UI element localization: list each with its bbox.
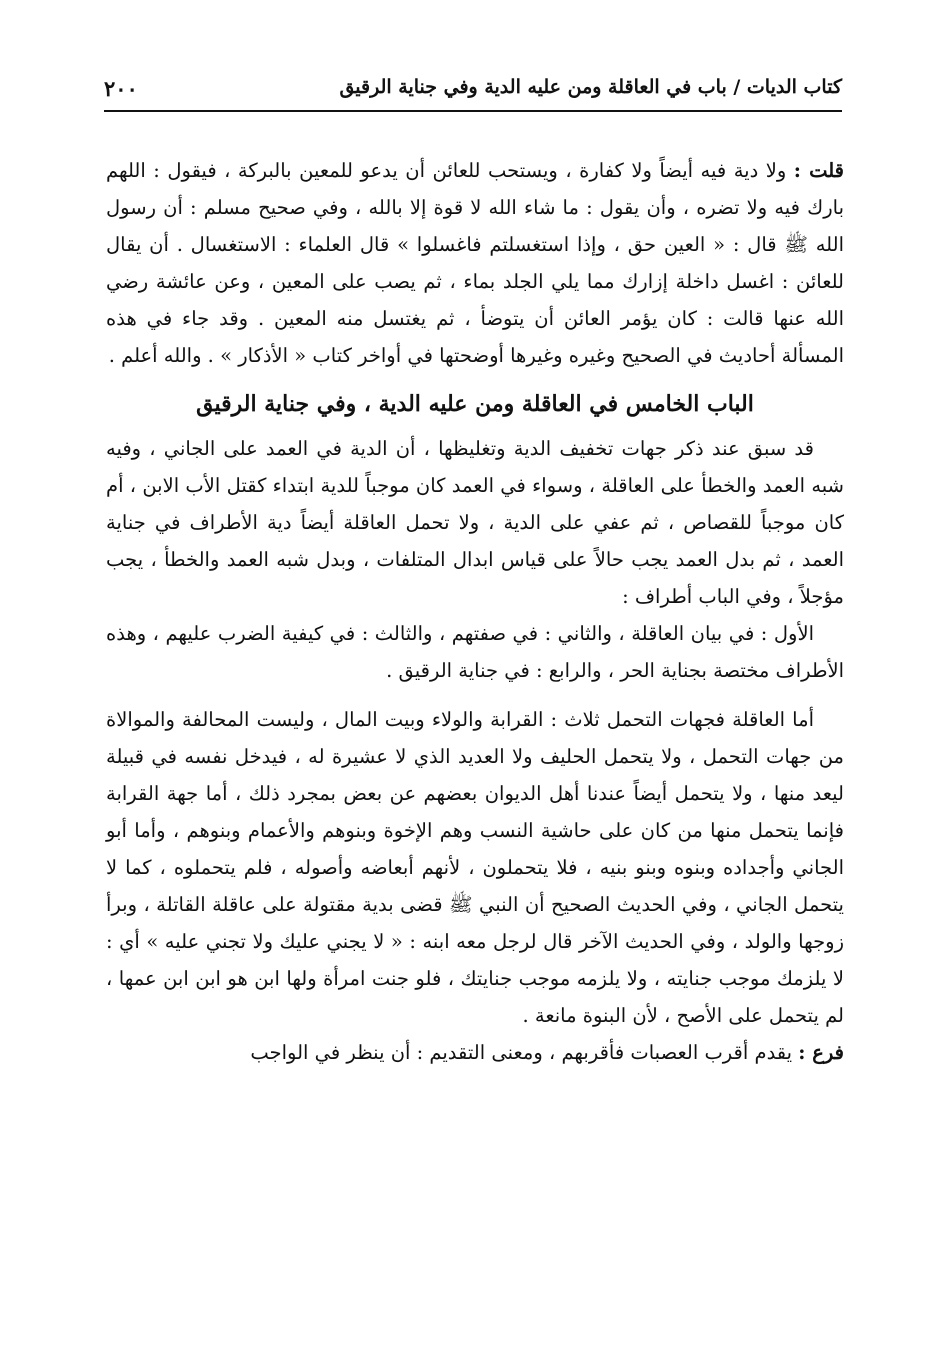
page-header bbox=[104, 70, 842, 112]
chapter-heading: الباب الخامس في العاقلة ومن عليه الدية ، وفي جناية الرقيق bbox=[196, 391, 754, 417]
page-number: ٢٠٠ bbox=[104, 76, 138, 101]
running-title: كتاب الديات / باب في العاقلة ومن عليه الدية وفي جناية الرقيق bbox=[339, 76, 842, 98]
paragraph-2: قد سبق عند ذكر جهات تخفيف الدية وتغليظها ، أن الدية في العمد على الجاني ، وفيه شبه العمد والخطأ على العاقلة ، وسواء في العمد كان موجباً للدية ابتداء كقتل الأب الابن ، أم كان موجباً للقصاص ، ثم عفي على الدية ، ولا تحمل العاقلة أيضاً دية الأطراف في جناية العمد ، ثم بدل العمد يجب حالاً على قياس ابدال المتلفات ، وبدل شبه العمد والخطأ ، يجب مؤجلاً ، وفي الباب أطراف : bbox=[106, 437, 844, 608]
paragraph-text: ولا دية فيه أيضاً ولا كفارة ، ويستحب للعائن أن يدعو للمعين بالبركة ، فيقول : اللهم بارك فيه ولا تضره ، وأن يقول : ما شاء الله لا قوة إلا بالله ، وفي صحيح مسلم : أن رسول الله ﷺ قال : « العين حق ، وإذا استغسلتم فاغسلوا » قال العلماء : الاستغسال . أن يقال للعائن : اغسل داخلة إزارك مما يلي الجلد بماء ، ثم يصب على المعين ، وعن عائشة رضي الله عنها قالت : كان يؤمر العائن أن يتوضأ ، ثم يغتسل منه المعين . وقد جاء في هذه المسألة أحاديث في الصحيح وغيره وغيرها أوضحتها في أواخر كتاب « الأذكار » . والله أعلم . bbox=[106, 159, 844, 367]
paragraph-lead: فرع : bbox=[798, 1041, 844, 1064]
paragraph-lead: قلت : bbox=[793, 159, 844, 182]
paragraph-1 bbox=[106, 152, 844, 374]
page-body bbox=[106, 152, 844, 1071]
paragraph-3: الأول : في بيان العاقلة ، والثاني : في صفتهم ، والثالث : في كيفية الضرب عليهم ، وهذه الأطراف مختصة بجناية الحر ، والرابع : في جناية الرقيق . bbox=[106, 622, 844, 682]
paragraph-5 bbox=[106, 1034, 844, 1071]
paragraph-4: أما العاقلة فجهات التحمل ثلاث : القرابة والولاء وبيت المال ، وليست المحالفة والموالاة من جهات التحمل ، ولا يتحمل الحليف ولا العديد الذي لا عشيرة له ، فيدخل نفسه في قبيلة ليعد منها ، ولا يتحمل أيضاً عندنا أهل الديوان بعضهم عن بعض بمجرد ذلك ، أما جهة القرابة فإنما يتحمل منها من كان على حاشية النسب وهم الإخوة وبنوهم والأعمام وبنوهم ، وأما أبو الجاني وأجداده وبنوه وبنو بنيه ، فلا يتحملون ، لأنهم أبعاضه وأصوله ، فلم يتحملوه ، كما لا يتحمل الجاني ، وفي الحديث الصحيح أن النبي ﷺ قضى بدية مقتولة على عاقلة القاتلة ، وبرأ زوجها والولد ، وفي الحديث الآخر قال لرجل معه ابنه : « لا يجني عليك ولا تجني عليه » أي : لا يلزمك موجب جنايته ، ولا يلزمه موجب جنايتك ، فلو جنت امرأة ولها ابن هو ابن ابن عمها ، لم يتحمل على الأصح ، لأن البنوة مانعة . bbox=[106, 708, 844, 1027]
paragraph-text: يقدم أقرب العصبات فأقربهم ، ومعنى التقديم : أن ينظر في الواجب bbox=[250, 1041, 793, 1064]
